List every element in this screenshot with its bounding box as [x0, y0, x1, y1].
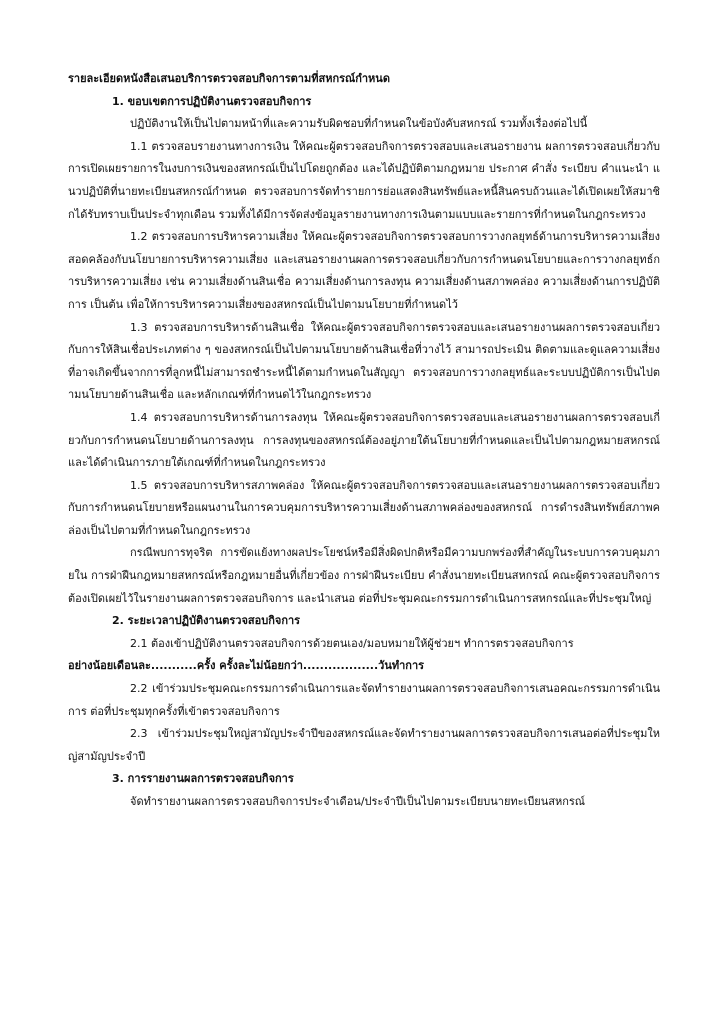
item-1-5-paragraph: 1.5 ตรวจสอบการบริหารสภาพคล่อง ให้คณะผู้ตรวจสอบกิจการตรวจสอบและเสนอรายงานผลการตรวจสอบเกี่ยวกับการกำหนดนโยบายหรือแผนงานในการควบคุมการบริหารความเสี่ยงด้านสภาพคล่องของสหกรณ์ การดำรงสินทรัพย์สภาพคล่องเป็นไปตามที่กำหนดในกฎกระทรวง: [68, 478, 660, 537]
section-1-intro: ปฏิบัติงานให้เป็นไปตามหน้าที่และความรับผิดชอบที่กำหนดในข้อบังคับสหกรณ์ รวมทั้งเรื่องต่อไปนี้: [130, 117, 588, 131]
item-2-2-paragraph: 2.2 เข้าร่วมประชุมคณะกรรมการดำเนินการและจัดทำรายงานผลการตรวจสอบกิจการเสนอคณะกรรมการดำเนินการ ต่อที่ประชุมทุกครั้งที่เข้าตรวจสอบกิจการ: [68, 682, 660, 718]
section-3-heading: 3. การรายงานผลการตรวจสอบกิจการ: [112, 772, 294, 786]
item-2-1-paragraph: 2.1 ต้องเข้าปฏิบัติงานตรวจสอบกิจการด้วยตนเอง/มอบหมายให้ผู้ช่วยฯ ทำการตรวจสอบกิจการ: [130, 636, 574, 650]
section-3-paragraph: จัดทำรายงานผลการตรวจสอบกิจการประจำเดือน/ประจำปีเป็นไปตามระเบียบนายทะเบียนสหกรณ์: [130, 795, 586, 808]
item-1-4-paragraph: 1.4 ตรวจสอบการบริหารด้านการลงทุน ให้คณะผู้ตรวจสอบกิจการตรวจสอบและเสนอรายงานผลการตรวจสอบเกี่ยวกับการกำหนดนโยบายด้านการลงทุน การลงทุนของสหกรณ์ต้องอยู่ภายใต้นโยบายที่กำหนดและเป็นไปตามกฎหมายสหกรณ์ และได้ดำเนินการภายใต้เกณฑ์ที่กำหนดในกฎกระทรวง: [68, 410, 660, 470]
item-1-3-paragraph: 1.3 ตรวจสอบการบริหารด้านสินเชื่อ ให้คณะผู้ตรวจสอบกิจการตรวจสอบและเสนอรายงานผลการตรวจสอบเกี่ยวกับการให้สินเชื่อประเภทต่าง ๆ ของสหกรณ์เป็นไปตามนโยบายด้านสินเชื่อที่วางไว้ สามารถประเมิน ติดตามและดูแลความเสี่ยงที่อาจเกิดขึ้นจากการที่ลูกหนี้ไม่สามารถชำระหนี้ได้ตามกำหนดในสัญญา ตรวจสอบการวางกลยุทธ์และระบบปฏิบัติการเป็นไปตามนโยบายด้านสินเชื่อ และหลักเกณฑ์ที่กำหนดไว้ในกฎกระทรวง: [68, 320, 660, 402]
section-2-heading: 2. ระยะเวลาปฏิบัติงานตรวจสอบกิจการ: [112, 614, 301, 628]
fraud-case-paragraph: กรณีพบการทุจริต การขัดแย้งทางผลประโยชน์หรือมีสิ่งผิดปกติหรือมีความบกพร่องที่สำคัญในระบบการควบคุมภายใน การฝ่าฝืนกฎหมายสหกรณ์หรือกฎหมายอื่นที่เกี่ยวข้อง การฝ่าฝืนระเบียบ คำสั่งนายทะเบียนสหกรณ์ คณะผู้ตรวจสอบกิจการต้องเปิดเผยไว้ในรายงานผลการตรวจสอบกิจการ และนำเสนอ ต่อที่ประชุมคณะกรรมการดำเนินการสหกรณ์และที่ประชุมใหญ่: [68, 546, 660, 605]
document-page: [68, 68, 660, 814]
item-1-1-paragraph: 1.1 ตรวจสอบรายงานทางการเงิน ให้คณะผู้ตรวจสอบกิจการตรวจสอบและเสนอรายงาน ผลการตรวจสอบเกี่ยวกับการเปิดเผยรายการในงบการเงินของสหกรณ์เป็นไปโดยถูกต้อง และได้ปฏิบัติตามกฎหมาย ประกาศ คำสั่ง ระเบียบ คำแนะนำ แนวปฏิบัติที่นายทะเบียนสหกรณ์กำหนด ตรวจสอบการจัดทำรายการย่อแสดงสินทรัพย์และหนี้สินครบถ้วนและได้เปิดเผยให้สมาชิกได้รับทราบเป็นประจำทุกเดือน รวมทั้งได้มีการจัดส่งข้อมูลรายงานทางการเงินตามแบบและรายการที่กำหนดในกฎกระทรวง: [68, 139, 660, 221]
item-2-1-frequency-line: อย่างน้อยเดือนละ...........ครั้ง ครั้งละไม่น้อยกว่า..................วันทำการ: [68, 659, 425, 673]
item-2-3-paragraph: 2.3 เข้าร่วมประชุมใหญ่สามัญประจำปีของสหกรณ์และจัดทำรายงานผลการตรวจสอบกิจการเสนอต่อที่ประชุมใหญ่สามัญประจำปี: [68, 727, 660, 763]
item-1-2-paragraph: 1.2 ตรวจสอบการบริหารความเสี่ยง ให้คณะผู้ตรวจสอบกิจการตรวจสอบการวางกลยุทธ์ด้านการบริหารความเสี่ยงสอดคล้องกับนโยบายการบริหารความเสี่ยง และเสนอรายงานผลการตรวจสอบเกี่ยวกับการกำหนดนโยบายและการวางกลยุทธ์การบริหารความเสี่ยง เช่น ความเสี่ยงด้านสินเชื่อ ความเสี่ยงด้านการลงทุน ความเสี่ยงด้านสภาพคล่อง ความเสี่ยงด้านการปฏิบัติการ เป็นต้น เพื่อให้การบริหารความเสี่ยงของสหกรณ์เป็นไปตามนโยบายที่กำหนดไว้: [68, 230, 660, 311]
section-1-heading: 1. ขอบเขตการปฏิบัติงานตรวจสอบกิจการ: [112, 94, 312, 108]
document-title: รายละเอียดหนังสือเสนอบริการตรวจสอบกิจการตามที่สหกรณ์กำหนด: [68, 72, 390, 85]
